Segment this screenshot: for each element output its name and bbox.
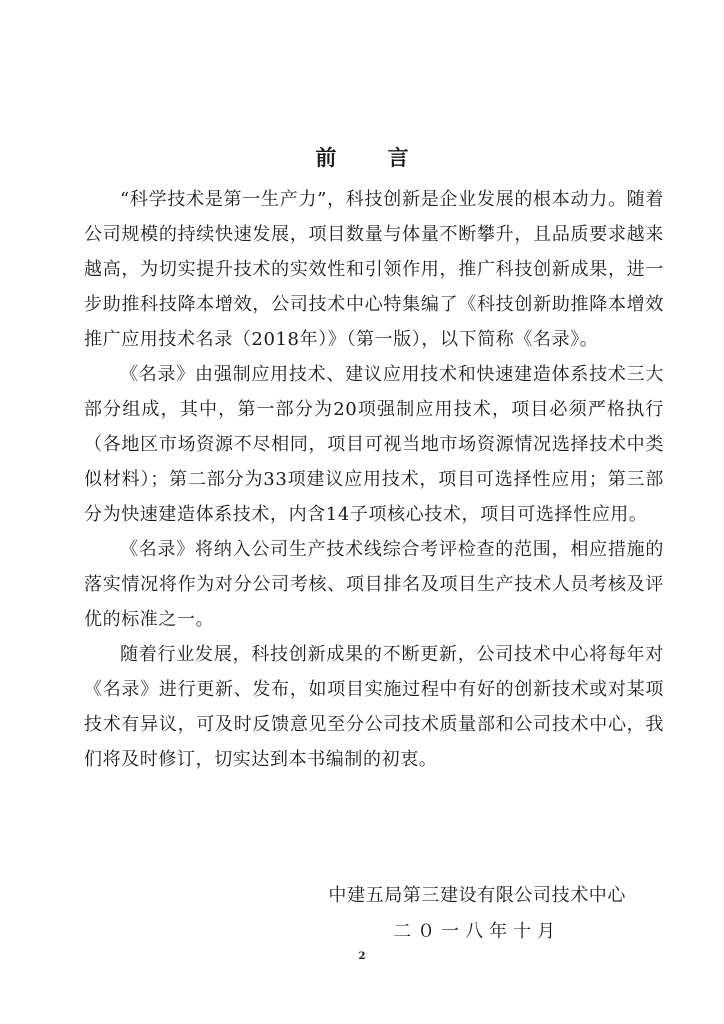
paragraph-4: 随着行业发展，科技创新成果的不断更新，公司技术中心将每年对《名录》进行更新、发布，如项目实施过程中有好的创新技术或对某项技术有异议，可及时反馈意见至分公司技术质量部和公司技术中心，我们将及时修订，切实达到本书编制的初衷。: [84, 644, 664, 770]
document-body: [84, 182, 664, 777]
page-title: 前 言: [315, 146, 431, 170]
page-number: 2: [358, 951, 366, 962]
signature-date: 二０一八年十月: [393, 921, 562, 942]
paragraph-1: “科学技术是第一生产力”，科技创新是企业发展的根本动力。随着公司规模的持续快速发展，项目数量与体量不断攀升，且品质要求越来越高，为切实提升技术的实效性和引领作用，推广科技创新成果，进一步助推科技降本增效，公司技术中心特集编了《科技创新助推降本增效推广应用技术名录（2018年）》（第一版），以下简称《名录》。: [84, 189, 664, 350]
paragraph-2: 《名录》由强制应用技术、建议应用技术和快速建造体系技术三大部分组成，其中，第一部分为20项强制应用技术，项目必须严格执行（各地区市场资源不尽相同，项目可视当地市场资源情况选择技术中类似材料）；第二部分为33项建议应用技术，项目可选择性应用；第三部分为快速建造体系技术，内含14子项核心技术，项目可选择性应用。: [84, 364, 664, 525]
paragraph-3: 《名录》将纳入公司生产技术线综合考评检查的范围，相应措施的落实情况将作为对分公司考核、项目排名及项目生产技术人员考核及评优的标准之一。: [84, 539, 664, 630]
signature-block: [328, 878, 626, 950]
signature-organization: 中建五局第三建设有限公司技术中心: [328, 885, 626, 906]
